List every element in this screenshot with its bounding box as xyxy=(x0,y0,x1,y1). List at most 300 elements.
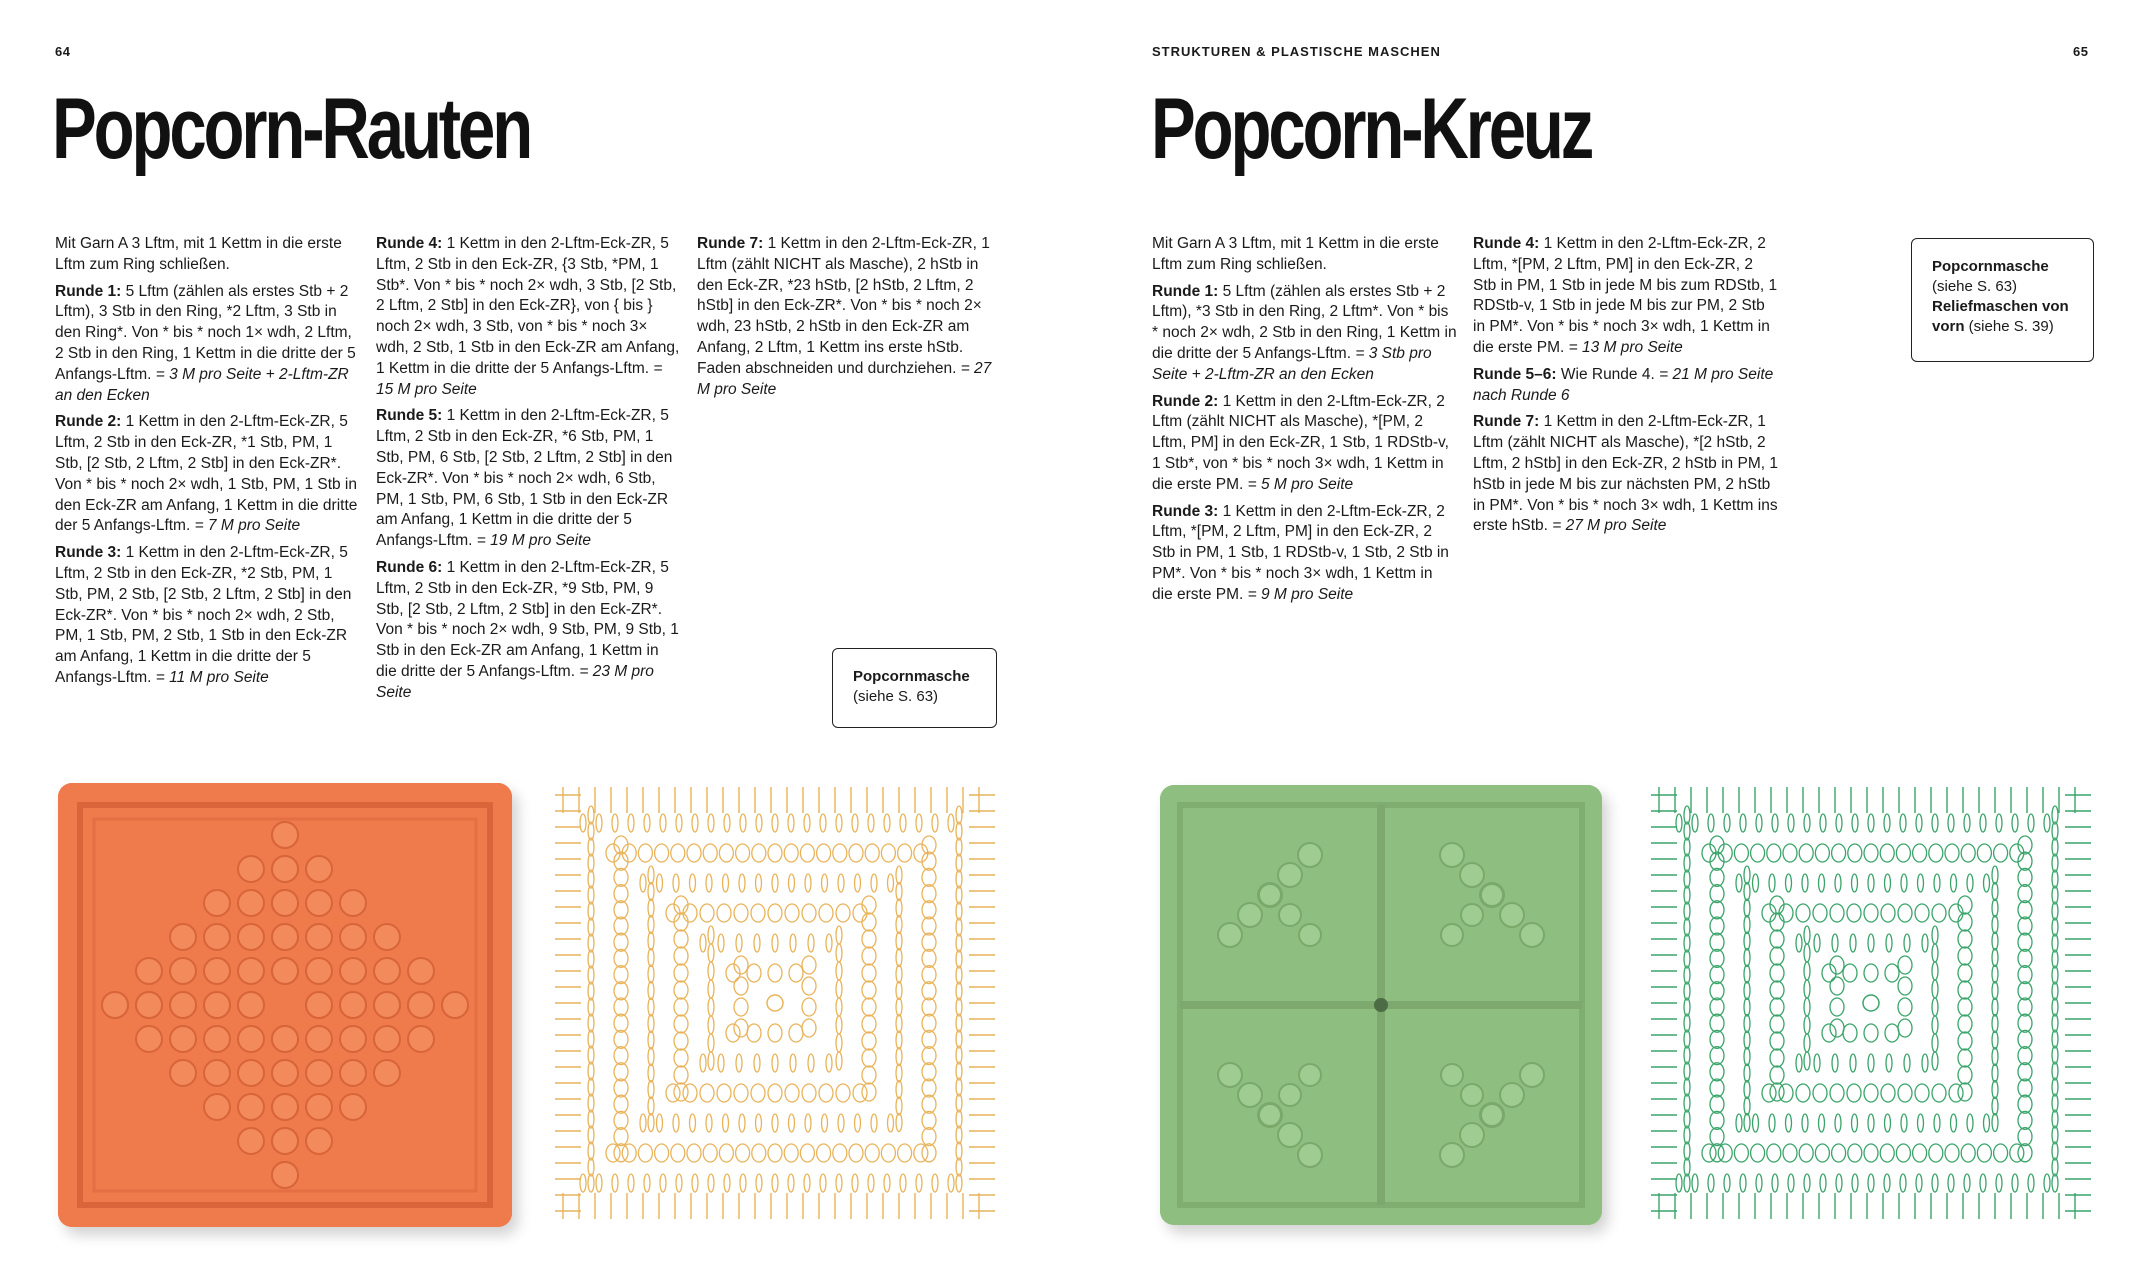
stitch-symbol xyxy=(648,949,654,967)
stitch-symbol xyxy=(2052,1174,2058,1192)
stitch-symbol xyxy=(2052,838,2058,856)
stitch-symbol xyxy=(896,1064,902,1082)
stitch-symbol xyxy=(1886,1054,1892,1072)
stitch-symbol xyxy=(1684,998,1690,1016)
running-head: STRUKTUREN & PLASTISCHE MASCHEN xyxy=(1152,44,1441,59)
stitch-symbol xyxy=(881,844,895,862)
stitch-symbol xyxy=(588,982,594,1000)
stitch-symbol xyxy=(1958,1015,1972,1033)
popcorn-stitch xyxy=(170,958,196,984)
stitch-symbol xyxy=(648,1114,654,1132)
stitch-symbol xyxy=(1881,1084,1895,1102)
page-number-right: 65 xyxy=(2073,44,2089,59)
stitch-symbol xyxy=(1710,1063,1724,1081)
stitch-symbol xyxy=(692,814,698,832)
stitch-symbol xyxy=(1992,1064,1998,1082)
stitch-symbol xyxy=(789,1024,803,1042)
stitch-symbol xyxy=(1901,874,1907,892)
popcorn-stitch xyxy=(1481,884,1503,906)
stitch-count: = 7 M pro Seite xyxy=(194,517,301,535)
round-text: 5 Lftm (zählen als erstes Stb + 2 Lftm), *3 Stb in den Ring, 2 Lftm*. Von * bis * noch 2× wdh, 2 Stb in den Ring, 1 Kettm in die dritte der 5 Anfangs-Lftm. xyxy=(1152,282,1457,362)
round-text: 1 Kettm in den 2-Lftm-Eck-ZR, 5 Lftm, 2 Stb in den Eck-ZR, *2 Stb, PM, 1 Stb, PM, 2 Stb, [2 Stb, 2 Lftm, 2 Stb] in den Eck-ZR*. Von * bis * noch 2× wdh, 2 Stb, PM, 1 Stb, PM, 2 Stb, 1 Stb in den Eck-ZR am Anfang, 1 Kettm in die dritte der 5 Anfangs-Lftm. xyxy=(55,544,352,686)
stitch-symbol xyxy=(700,1054,706,1072)
popcorn-stitch xyxy=(1218,1063,1242,1087)
stitch-symbol xyxy=(916,1174,922,1192)
stitch-symbol xyxy=(1922,934,1928,952)
stitch-symbol xyxy=(1783,1144,1797,1162)
stitch-symbol xyxy=(1718,1144,1732,1162)
stitch-symbol xyxy=(1820,814,1826,832)
stitch-symbol xyxy=(1864,844,1878,862)
stitch-symbol xyxy=(1830,904,1844,922)
stitch-count: = 11 M pro Seite xyxy=(155,668,269,686)
instruction-paragraph xyxy=(1473,412,1778,537)
stitch-symbol xyxy=(1786,1114,1792,1132)
stitch-symbol xyxy=(648,916,654,934)
round-text: 1 Kettm in den 2-Lftm-Eck-ZR, 5 Lftm, 2 Stb in den Eck-ZR, *6 Stb, PM, 1 Stb, PM, 6 Stb, [2 Stb, 2 Lftm, 2 Stb] in den Eck-ZR*. Von * bis * noch 2× wdh, 6 Stb, PM, 1 Stb, PM, 6 Stb, 1 Stb in den Eck-ZR am Anfang, 1 Kettm in die dritte der 5 Anfangs-Lftm. xyxy=(376,407,673,550)
stitch-symbol xyxy=(956,982,962,1000)
stitch-symbol xyxy=(956,822,962,840)
stitch-symbol xyxy=(862,964,876,982)
instruction-paragraph xyxy=(1152,234,1457,276)
popcorn-stitch xyxy=(1298,843,1322,867)
stitch-symbol xyxy=(1984,874,1990,892)
pattern-title-left: Popcorn-Rauten xyxy=(52,81,531,177)
stitch-symbol xyxy=(588,1110,594,1128)
stitch-symbol xyxy=(1945,844,1959,862)
stitch-symbol xyxy=(1744,883,1750,901)
stitch-symbol xyxy=(1992,899,1998,917)
instruction-paragraph xyxy=(55,412,360,537)
stitch-symbol xyxy=(1977,844,1991,862)
popcorn-stitch xyxy=(408,1026,434,1052)
stitch-symbol xyxy=(1847,1084,1861,1102)
stitch-symbol xyxy=(708,1052,714,1070)
stitch-symbol xyxy=(1992,1031,1998,1049)
stitch-symbol xyxy=(900,814,906,832)
instruction-paragraph xyxy=(376,234,681,400)
stitch-symbol xyxy=(1880,844,1894,862)
stitch-symbol xyxy=(1958,998,1972,1016)
stitch-symbol xyxy=(932,814,938,832)
stitch-symbol xyxy=(1843,1024,1857,1042)
round-label: Runde 1: xyxy=(55,282,122,300)
round-text: 5 Lftm (zählen als erstes Stb + 2 Lftm), 3 Stb in den Ring, *2 Lftm, 3 Stb in den Ring*. Von * bis * noch 1× wdh, 2 Lftm, 2 Stb in den Ring, 1 Kettm in die dritte der 5 Anfangs-Lftm. xyxy=(55,282,356,383)
stitch-symbol xyxy=(736,1144,750,1162)
popcorn-stitch xyxy=(1520,923,1544,947)
stitch-symbol xyxy=(862,947,876,965)
stitch-symbol xyxy=(836,904,850,922)
stitch-symbol xyxy=(1932,944,1938,962)
stitch-symbol xyxy=(1868,934,1874,952)
stitch-symbol xyxy=(588,1126,594,1144)
stitch-symbol xyxy=(1772,1174,1778,1192)
stitch-symbol xyxy=(1961,1144,1975,1162)
stitch-symbol xyxy=(614,901,628,919)
stitch-symbol xyxy=(1676,814,1682,832)
stitch-symbol xyxy=(1684,1014,1690,1032)
instructions-col1-right xyxy=(1152,234,1457,612)
stitch-symbol xyxy=(1692,1174,1698,1192)
stitch-symbol xyxy=(1724,1174,1730,1192)
stitch-symbol xyxy=(898,844,912,862)
stitch-symbol xyxy=(1804,980,1810,998)
stitch-symbol xyxy=(826,1054,832,1072)
stitch-symbol xyxy=(1740,1174,1746,1192)
stitch-symbol xyxy=(1951,874,1957,892)
stitch-symbol xyxy=(826,934,832,952)
stitch-symbol xyxy=(956,806,962,824)
stitch-symbol xyxy=(588,838,594,856)
stitch-symbol xyxy=(612,1174,618,1192)
stitch-symbol xyxy=(648,1048,654,1066)
stitch-symbol xyxy=(1885,874,1891,892)
stitch-symbol xyxy=(1822,1024,1836,1042)
stitch-symbol xyxy=(817,844,831,862)
stitch-symbol xyxy=(674,1066,688,1084)
stitch-symbol xyxy=(881,1144,895,1162)
stitch-symbol xyxy=(1932,926,1938,944)
popcorn-stitch xyxy=(408,958,434,984)
popcorn-stitch xyxy=(1278,863,1302,887)
stitch-symbol xyxy=(888,874,894,892)
popcorn-stitch xyxy=(272,1026,298,1052)
stitch-symbol xyxy=(1813,1084,1827,1102)
stitch-symbol xyxy=(1980,814,1986,832)
stitch-symbol xyxy=(932,1174,938,1192)
popcorn-stitch xyxy=(204,924,230,950)
stitch-symbol xyxy=(676,1174,682,1192)
stitch-symbol xyxy=(896,982,902,1000)
round-text: 1 Kettm in den 2-Lftm-Eck-ZR, 2 Lftm, *[PM, 2 Lftm, PM] in den Eck-ZR, 2 Stb in PM, 1 Stb, 1 RDStb-v, 1 Stb, 2 Stb in PM*. Von * bis * noch 3× wdh, 1 Kettm in die erste PM. xyxy=(1152,502,1449,603)
stitch-symbol xyxy=(2052,982,2058,1000)
stitch-symbol xyxy=(1708,1174,1714,1192)
stitch-symbol xyxy=(956,1046,962,1064)
stitch-symbol xyxy=(1770,998,1784,1016)
stitch-symbol xyxy=(817,1144,831,1162)
popcorn-stitch xyxy=(1298,1143,1322,1167)
stitch-symbol xyxy=(1848,844,1862,862)
stitch-symbol xyxy=(852,814,858,832)
stitch-symbol xyxy=(2018,1079,2032,1097)
stitch-symbol xyxy=(802,956,816,974)
round-label: Runde 5: xyxy=(376,407,443,425)
stitch-symbol xyxy=(734,1019,748,1037)
stitch-symbol xyxy=(1710,949,1724,967)
stitch-symbol xyxy=(1992,965,1998,983)
stitch-symbol xyxy=(922,933,936,951)
popcorn-stitch xyxy=(1460,1123,1484,1147)
stitch-symbol xyxy=(862,1015,876,1033)
stitch-symbol xyxy=(1770,1083,1784,1101)
stitch-symbol xyxy=(1885,964,1899,982)
stitch-symbol xyxy=(1820,1174,1826,1192)
stitch-symbol xyxy=(1744,965,1750,983)
stitch-symbol xyxy=(772,934,778,952)
info-box-right xyxy=(1911,238,2094,362)
stitch-symbol xyxy=(1852,814,1858,832)
stitch-symbol xyxy=(772,814,778,832)
instruction-paragraph xyxy=(1152,502,1457,606)
stitch-symbol xyxy=(747,1024,761,1042)
stitch-symbol xyxy=(708,980,714,998)
stitch-symbol xyxy=(2052,870,2058,888)
stitch-symbol xyxy=(718,934,724,952)
stitch-symbol xyxy=(2052,1126,2058,1144)
stitch-symbol xyxy=(1744,1048,1750,1066)
stitch-symbol xyxy=(1964,1174,1970,1192)
popcorn-stitch xyxy=(1238,903,1262,927)
stitch-symbol xyxy=(1769,874,1775,892)
stitch-symbol xyxy=(922,1014,936,1032)
stitch-symbol xyxy=(614,1047,628,1065)
stitch-symbol xyxy=(855,874,861,892)
stitch-symbol xyxy=(1734,1144,1748,1162)
stitch-symbol xyxy=(1900,1174,1906,1192)
stitch-symbol xyxy=(1896,844,1910,862)
stitch-symbol xyxy=(580,1174,586,1192)
stitch-symbol xyxy=(674,1083,688,1101)
stitch-symbol xyxy=(922,1095,936,1113)
stitch-symbol xyxy=(740,1174,746,1192)
stitch-symbol xyxy=(1992,982,1998,1000)
stitch-symbol xyxy=(808,1054,814,1072)
stitch-symbol xyxy=(1980,1174,1986,1192)
stitch-symbol xyxy=(756,1174,762,1192)
popcorn-stitch xyxy=(306,992,332,1018)
stitch-symbol xyxy=(956,902,962,920)
stitch-symbol xyxy=(588,934,594,952)
popcorn-stitch xyxy=(170,1060,196,1086)
stitch-symbol xyxy=(2012,814,2018,832)
stitch-symbol xyxy=(1702,1144,1716,1162)
stitch-symbol xyxy=(1753,874,1759,892)
stitch-symbol xyxy=(2052,1062,2058,1080)
popcorn-stitch xyxy=(204,1094,230,1120)
page-number-left: 64 xyxy=(55,44,71,59)
stitch-symbol xyxy=(916,814,922,832)
stitch-symbol xyxy=(802,998,816,1016)
popcorn-stitch xyxy=(238,890,264,916)
stitch-symbol xyxy=(1852,874,1858,892)
stitch-symbol xyxy=(768,1084,782,1102)
stitch-symbol xyxy=(1835,874,1841,892)
stitch-symbol xyxy=(884,814,890,832)
stitch-symbol xyxy=(1898,1019,1912,1037)
stitch-symbol xyxy=(648,965,654,983)
stitch-symbol xyxy=(802,904,816,922)
instruction-paragraph xyxy=(376,406,681,552)
stitch-symbol xyxy=(674,1049,688,1067)
stitch-symbol xyxy=(588,918,594,936)
stitch-symbol xyxy=(1847,904,1861,922)
stitch-symbol xyxy=(614,998,628,1016)
stitch-symbol xyxy=(1967,874,1973,892)
round-text: 1 Kettm in den 2-Lftm-Eck-ZR, 2 Lftm, *[PM, 2 Lftm, PM] in den Eck-ZR, 2 Stb in PM, 1 Stb in jede M bis zum RDStb, 1 RDStb-v, 1 Stb in jede M bis zur PM, 2 Stb in PM*. Von * bis * noch 3× wdh, 1 Kettm in die erste PM. xyxy=(1473,235,1778,356)
stitch-symbol xyxy=(1710,933,1724,951)
stitch-symbol xyxy=(922,1030,936,1048)
stitch-symbol xyxy=(1832,1054,1838,1072)
stitch-symbol xyxy=(922,917,936,935)
stitch-symbol xyxy=(734,998,748,1016)
stitch-count: = 21 M pro Seite nach Runde 6 xyxy=(1473,365,1774,404)
stitch-symbol xyxy=(588,1062,594,1080)
stitch-symbol xyxy=(754,934,760,952)
stitch-symbol xyxy=(648,1031,654,1049)
stitch-symbol xyxy=(1684,854,1690,872)
popcorn-stitch xyxy=(204,1060,230,1086)
stitch-symbol xyxy=(871,874,877,892)
popcorn-stitch xyxy=(238,924,264,950)
stitch-symbol xyxy=(1736,874,1742,892)
instructions-col2-right xyxy=(1473,234,1778,543)
stitch-symbol xyxy=(1684,822,1690,840)
stitch-symbol xyxy=(2018,982,2032,1000)
stitch-symbol xyxy=(614,1079,628,1097)
stitch-symbol xyxy=(2052,1046,2058,1064)
stitch-symbol xyxy=(896,899,902,917)
stitch-symbol xyxy=(2018,1144,2032,1162)
stitch-symbol xyxy=(1915,904,1929,922)
stitch-symbol xyxy=(1836,1174,1842,1192)
stitch-symbol xyxy=(1951,1114,1957,1132)
stitch-symbol xyxy=(687,1144,701,1162)
stitch-symbol xyxy=(1762,1084,1776,1102)
stitch-symbol xyxy=(1932,1052,1938,1070)
popcorn-stitch xyxy=(204,958,230,984)
stitch-symbol xyxy=(708,962,714,980)
stitch-symbol xyxy=(1932,1016,1938,1034)
stitch-symbol xyxy=(1992,916,1998,934)
stitch-symbol xyxy=(808,934,814,952)
stitch-symbol xyxy=(836,998,842,1016)
stitch-symbol xyxy=(747,964,761,982)
popcorn-stitch xyxy=(1299,1064,1321,1086)
popcorn-stitch xyxy=(170,924,196,950)
stitch-symbol xyxy=(2052,886,2058,904)
stitch-symbol xyxy=(588,822,594,840)
stitch-symbol xyxy=(614,1014,628,1032)
round-label: Runde 6: xyxy=(376,558,443,576)
stitch-symbol xyxy=(768,1144,782,1162)
stitch-symbol xyxy=(588,950,594,968)
stitch-symbol xyxy=(865,1144,879,1162)
stitch-symbol xyxy=(1684,886,1690,904)
stitch-symbol xyxy=(1744,1031,1750,1049)
stitch-symbol xyxy=(1684,1126,1690,1144)
stitch-symbol xyxy=(1934,874,1940,892)
popcorn-stitch xyxy=(238,856,264,882)
stitch-symbol xyxy=(956,1078,962,1096)
stitch-symbol xyxy=(644,814,650,832)
round-label: Runde 7: xyxy=(697,235,764,252)
stitch-symbol xyxy=(790,1054,796,1072)
stitch-symbol xyxy=(896,1114,902,1132)
stitch-symbol xyxy=(1958,1083,1972,1101)
stitch-symbol xyxy=(2052,1078,2058,1096)
stitch-symbol xyxy=(1744,949,1750,967)
stitch-symbol xyxy=(588,1158,594,1176)
stitch-symbol xyxy=(1804,998,1810,1016)
stitch-symbol xyxy=(751,904,765,922)
stitch-symbol xyxy=(588,1174,594,1192)
popcorn-stitch xyxy=(1441,1064,1463,1086)
stitch-symbol xyxy=(956,934,962,952)
stitch-symbol xyxy=(588,902,594,920)
stitch-symbol xyxy=(1804,944,1810,962)
stitch-symbol xyxy=(1958,1049,1972,1067)
stitch-symbol xyxy=(673,874,679,892)
stitch-symbol xyxy=(956,918,962,936)
stitch-symbol xyxy=(638,1144,652,1162)
stitch-symbol xyxy=(1796,934,1802,952)
popcorn-stitch xyxy=(340,958,366,984)
green-crochet-swatch xyxy=(1160,785,1602,1225)
stitch-symbol xyxy=(706,874,712,892)
popcorn-stitch xyxy=(238,992,264,1018)
stitch-symbol xyxy=(703,1144,717,1162)
stitch-symbol xyxy=(692,1174,698,1192)
stitch-symbol xyxy=(1984,1114,1990,1132)
stitch-symbol xyxy=(788,1174,794,1192)
stitch-symbol xyxy=(956,886,962,904)
stitch-symbol xyxy=(956,870,962,888)
stitch-count: = 27 M pro Seite xyxy=(697,359,992,398)
popcorn-stitch xyxy=(238,1094,264,1120)
popcorn-stitch xyxy=(374,992,400,1018)
stitch-symbol xyxy=(739,1114,745,1132)
stitch-symbol xyxy=(674,1015,688,1033)
stitch-symbol xyxy=(751,1084,765,1102)
stitch-symbol xyxy=(648,866,654,884)
stitch-symbol xyxy=(2010,1144,2024,1162)
stitch-symbol xyxy=(1710,901,1724,919)
stitch-symbol xyxy=(1710,1030,1724,1048)
stitch-symbol xyxy=(1961,844,1975,862)
stitch-symbol xyxy=(819,1084,833,1102)
stitch-symbol xyxy=(1915,1084,1929,1102)
popcorn-stitch xyxy=(340,1094,366,1120)
stitch-symbol xyxy=(1932,1034,1938,1052)
popcorn-stitch xyxy=(272,958,298,984)
stitch-symbol xyxy=(614,1144,628,1162)
stitch-symbol xyxy=(1676,1174,1682,1192)
instruction-paragraph xyxy=(1152,282,1457,386)
stitch-symbol xyxy=(648,1064,654,1082)
stitch-symbol xyxy=(648,982,654,1000)
orange-crochet-swatch xyxy=(58,783,512,1227)
stitch-symbol xyxy=(719,1144,733,1162)
stitch-symbol xyxy=(1804,1016,1810,1034)
info-box-left xyxy=(832,648,997,728)
round-label: Runde 1: xyxy=(1152,282,1219,300)
stitch-symbol xyxy=(922,885,936,903)
stitch-symbol xyxy=(1996,1174,2002,1192)
stitch-symbol xyxy=(1770,1066,1784,1084)
stitch-symbol xyxy=(2052,1014,2058,1032)
stitch-symbol xyxy=(588,1142,594,1160)
stitch-symbol xyxy=(736,844,750,862)
stitch-symbol xyxy=(922,1111,936,1129)
stitch-symbol xyxy=(1864,904,1878,922)
stitch-symbol xyxy=(1977,1144,1991,1162)
stitch-symbol xyxy=(708,998,714,1016)
popcorn-stitch xyxy=(340,992,366,1018)
stitch-symbol xyxy=(1756,1174,1762,1192)
popcorn-stitch xyxy=(1500,903,1524,927)
stitch-symbol xyxy=(1684,1062,1690,1080)
stitch-symbol xyxy=(1724,814,1730,832)
